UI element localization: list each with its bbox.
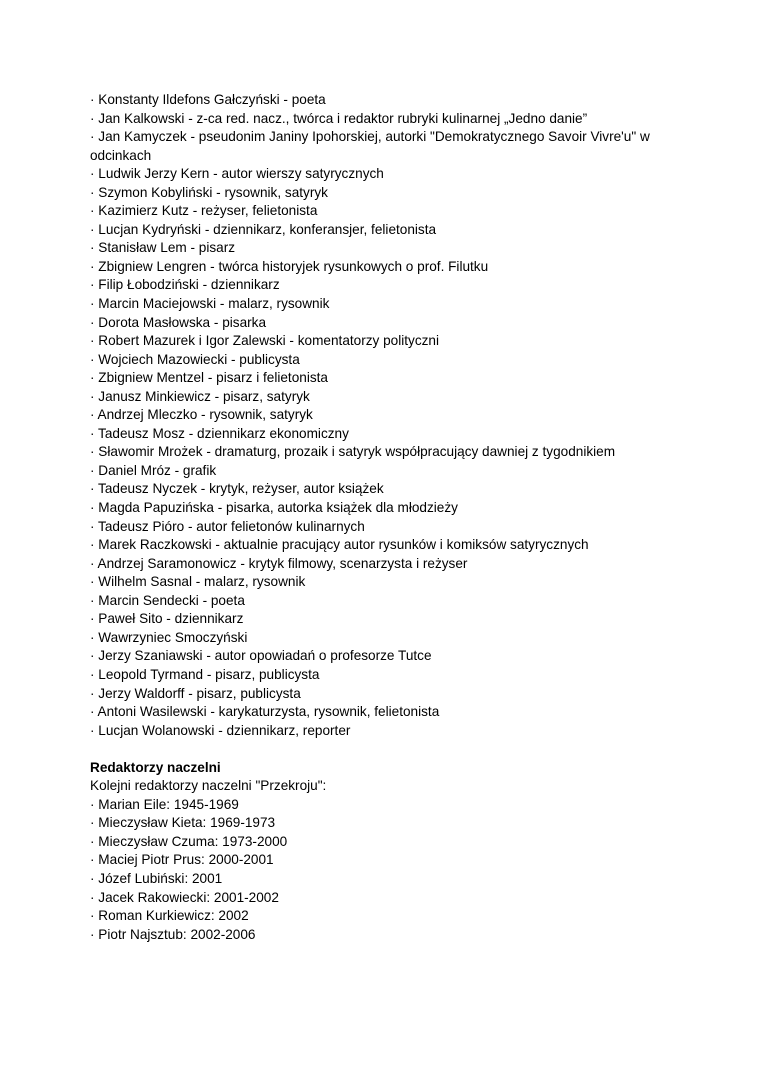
list-item: · Zbigniew Lengren - twórca historyjek rysunkowych o prof. Filutku: [90, 258, 489, 274]
editors-list: [90, 796, 670, 944]
list-item: · Wilhelm Sasnal - malarz, rysownik: [90, 574, 306, 590]
list-item: · Maciej Piotr Prus: 2000-2001: [90, 852, 274, 868]
list-item: · Antoni Wasilewski - karykaturzysta, rysownik, felietonista: [90, 704, 440, 720]
list-item: · Leopold Tyrmand - pisarz, publicysta: [90, 666, 320, 682]
list-item: · Marcin Maciejowski - malarz, rysownik: [90, 296, 330, 312]
list-item: · Mieczysław Czuma: 1973-2000: [90, 833, 288, 849]
list-item: · Andrzej Mleczko - rysownik, satyryk: [90, 407, 313, 423]
list-item: · Magda Papuzińska - pisarka, autorka książek dla młodzieży: [90, 500, 458, 516]
list-item: · Jerzy Szaniawski - autor opowiadań o profesorze Tutce: [90, 648, 432, 664]
list-item: · Jacek Rakowiecki: 2001-2002: [90, 889, 279, 905]
list-item: · Robert Mazurek i Igor Zalewski - komentatorzy polityczni: [90, 333, 440, 349]
list-item: · Kazimierz Kutz - reżyser, felietonista: [90, 203, 318, 219]
list-item: · Tadeusz Nyczek - krytyk, reżyser, autor książek: [90, 481, 384, 497]
list-item: · Szymon Kobyliński - rysownik, satyryk: [90, 184, 328, 200]
list-item: · Tadeusz Pióro - autor felietonów kulinarnych: [90, 518, 365, 534]
list-item: · Lucjan Kydryński - dziennikarz, konferansjer, felietonista: [90, 221, 437, 237]
list-item: · Lucjan Wolanowski - dziennikarz, reporter: [90, 722, 351, 738]
section-heading: Redaktorzy naczelni: [90, 759, 221, 775]
contributors-list: [90, 91, 670, 740]
list-item: · Wawrzyniec Smoczyński: [90, 629, 248, 645]
list-item: · Paweł Sito - dziennikarz: [90, 611, 244, 627]
list-item: · Stanisław Lem - pisarz: [90, 240, 236, 256]
section-spacer: [90, 740, 670, 759]
section-intro: Kolejni redaktorzy naczelni "Przekroju":: [90, 778, 327, 794]
list-item: · Wojciech Mazowiecki - publicysta: [90, 351, 300, 367]
list-item: · Zbigniew Mentzel - pisarz i felietonista: [90, 370, 328, 386]
list-item: · Marian Eile: 1945-1969: [90, 796, 239, 812]
list-item: · Konstanty Ildefons Gałczyński - poeta: [90, 92, 326, 107]
list-item: · Andrzej Saramonowicz - krytyk filmowy, scenarzysta i reżyser: [90, 555, 468, 571]
list-item: · Jan Kalkowski - z-ca red. nacz., twórca i redaktor rubryki kulinarnej „Jedno danie”: [90, 110, 588, 126]
list-item: · Daniel Mróz - grafik: [90, 462, 217, 478]
list-item: · Tadeusz Mosz - dziennikarz ekonomiczny: [90, 425, 349, 441]
list-item: · Filip Łobodziński - dziennikarz: [90, 277, 280, 293]
list-item: · Piotr Najsztub: 2002-2006: [90, 926, 256, 942]
document-page: [90, 91, 670, 944]
list-item: · Dorota Masłowska - pisarka: [90, 314, 267, 330]
list-item: · Janusz Minkiewicz - pisarz, satyryk: [90, 388, 310, 404]
list-item: · Sławomir Mrożek - dramaturg, prozaik i satyryk współpracujący dawniej z tygodnikiem: [90, 444, 616, 460]
list-item: · Roman Kurkiewicz: 2002: [90, 908, 249, 924]
list-item: · Jerzy Waldorff - pisarz, publicysta: [90, 685, 301, 701]
list-item: · Marek Raczkowski - aktualnie pracujący autor rysunków i komiksów satyrycznych: [90, 537, 589, 553]
list-item: · Mieczysław Kieta: 1969-1973: [90, 815, 276, 831]
list-item: · Józef Lubiński: 2001: [90, 870, 223, 886]
list-item: · Ludwik Jerzy Kern - autor wierszy satyrycznych: [90, 166, 384, 182]
list-item: · Jan Kamyczek - pseudonim Janiny Ipohorskiej, autorki "Demokratycznego Savoir Vivre'u" w odcinkach: [90, 129, 650, 163]
list-item: · Marcin Sendecki - poeta: [90, 592, 245, 608]
